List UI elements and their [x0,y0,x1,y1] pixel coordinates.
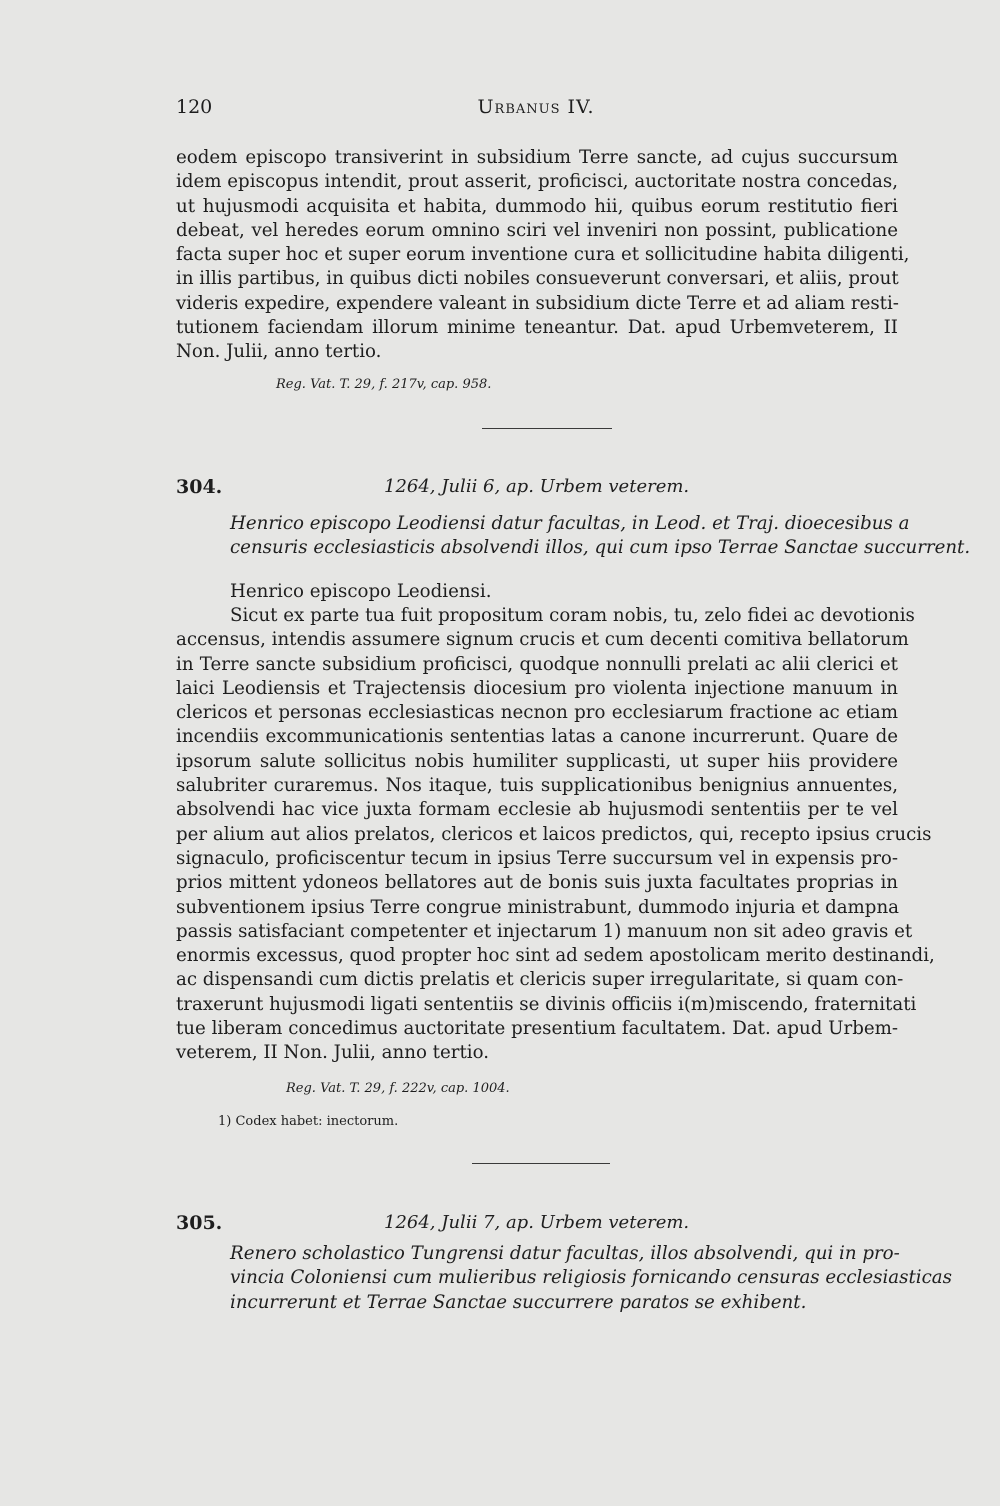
text-line: in illis partibus, in quibus dicti nobiles consueverunt conversari, et aliis, prout [176,268,899,290]
text-line: veterem, II Non. Julii, anno tertio. [176,1042,489,1064]
document-summary [230,1242,952,1315]
text-line: salubriter curaremus. Nos itaque, tuis supplicationibus benignius annuentes, [176,775,898,797]
text-line: subventionem ipsius Terre congrue ministrabunt, dummodo injuria et dampna [176,896,900,918]
text-line: clericos et personas ecclesiasticas necnon pro ecclesiarum fractione ac etiam [176,702,898,724]
page-number: 120 [176,96,213,118]
text-line: signaculo, proficiscentur tecum in ipsius Terre succursum vel in expensis pro- [176,847,898,869]
text-line: Sicut ex parte tua fuit propositum coram nobis, tu, zelo fidei ac devotionis [230,605,915,626]
text-line: facta super hoc et super eorum inventione cura et sollicitudine habita diligenti, [176,244,910,266]
summary-line: vincia Coloniensi cum mulieribus religiosis fornicando censuras ecclesiasticas [230,1267,952,1289]
addressee [230,580,898,604]
text-line: eodem episcopo transiverint in subsidium Terre sancte, ad cujus succursum [176,147,898,168]
text-line: passis satisfaciant competenter et injectarum 1) manuum non sit adeo gravis et [176,920,913,942]
text-line: videris expedire, expendere valeant in subsidium dicte Terre et ad aliam resti- [176,292,899,314]
text-line: absolvendi hac vice juxta formam ecclesie ab hujusmodi sententiis per te vel [176,799,898,821]
document-number: 304. [176,476,223,498]
summary-line: incurrerunt et Terrae Sanctae succurrere paratos se exhibent. [230,1291,807,1313]
section-divider [482,428,612,429]
text-line: enormis excessus, quod propter hoc sint ad sedem apostolicam merito destinandi, [176,945,935,967]
running-head: Urbanus IV. [477,96,595,118]
footnote: 1) Codex habet: inectorum. [218,1114,399,1129]
text-line: ipsorum salute sollicitus nobis humiliter supplicasti, ut super hiis providere [176,750,898,772]
summary-line: Renero scholastico Tungrensi datur facultas, illos absolvendi, qui in pro- [230,1243,900,1264]
document-date: 1264, Julii 6, ap. Urbem veterem. [384,476,690,497]
text-line: ac dispensandi cum dictis prelatis et clericis super irregularitate, si quam con- [176,969,904,991]
summary-line: Henrico episcopo Leodiensi datur facultas, in Leod. et Traj. dioecesibus a [230,513,910,534]
text-line: idem episcopus intendit, prout asserit, proficisci, auctoritate nostra concedas, [176,171,898,193]
text-line: tue liberam concedimus auctoritate presentium facultatem. Dat. apud Urbem- [176,1018,898,1040]
document-summary [230,512,971,561]
text-line: accensus, intendis assumere signum crucis et cum decenti comitiva bellatorum [176,629,909,651]
text-line: laici Leodiensis et Trajectensis diocesium pro violenta injectione manuum in [176,677,898,699]
text-line: incendiis excommunicationis sententias latas a canone incurrerunt. Quare de [176,726,898,748]
addressee-line: Henrico episcopo Leodiensi. [230,581,492,602]
register-reference: Reg. Vat. T. 29, f. 222v, cap. 1004. [286,1081,510,1096]
text-line: per alium aut alios prelatos, clericos et laicos predictos, qui, recepto ipsius crucis [176,823,932,845]
register-reference: Reg. Vat. T. 29, f. 217v, cap. 958. [276,377,492,392]
continuation-text [176,146,910,365]
document-body [176,604,935,1066]
text-line: debeat, vel heredes eorum omnino sciri vel inveniri non possint, publicatione [176,219,898,241]
summary-line: censuris ecclesiasticis absolvendi illos, qui cum ipso Terrae Sanctae succurrent. [230,537,971,559]
text-line: prios mittent ydoneos bellatores aut de bonis suis juxta facultates proprias in [176,872,898,894]
document-number: 305. [176,1212,223,1234]
page-header [176,96,896,126]
section-divider [472,1163,610,1164]
text-line: tutionem faciendam illorum minime teneantur. Dat. apud Urbemveterem, II [176,317,898,339]
text-line: ut hujusmodi acquisita et habita, dummodo hii, quibus eorum restitutio fieri [176,195,898,217]
text-line: in Terre sancte subsidium proficisci, quodque nonnulli prelati ac alii clerici et [176,653,898,675]
text-line: traxerunt hujusmodi ligati sententiis se divinis officiis i(m)miscendo, fraternitati [176,993,917,1015]
document-date: 1264, Julii 7, ap. Urbem veterem. [384,1212,690,1233]
text-line: Non. Julii, anno tertio. [176,341,382,363]
